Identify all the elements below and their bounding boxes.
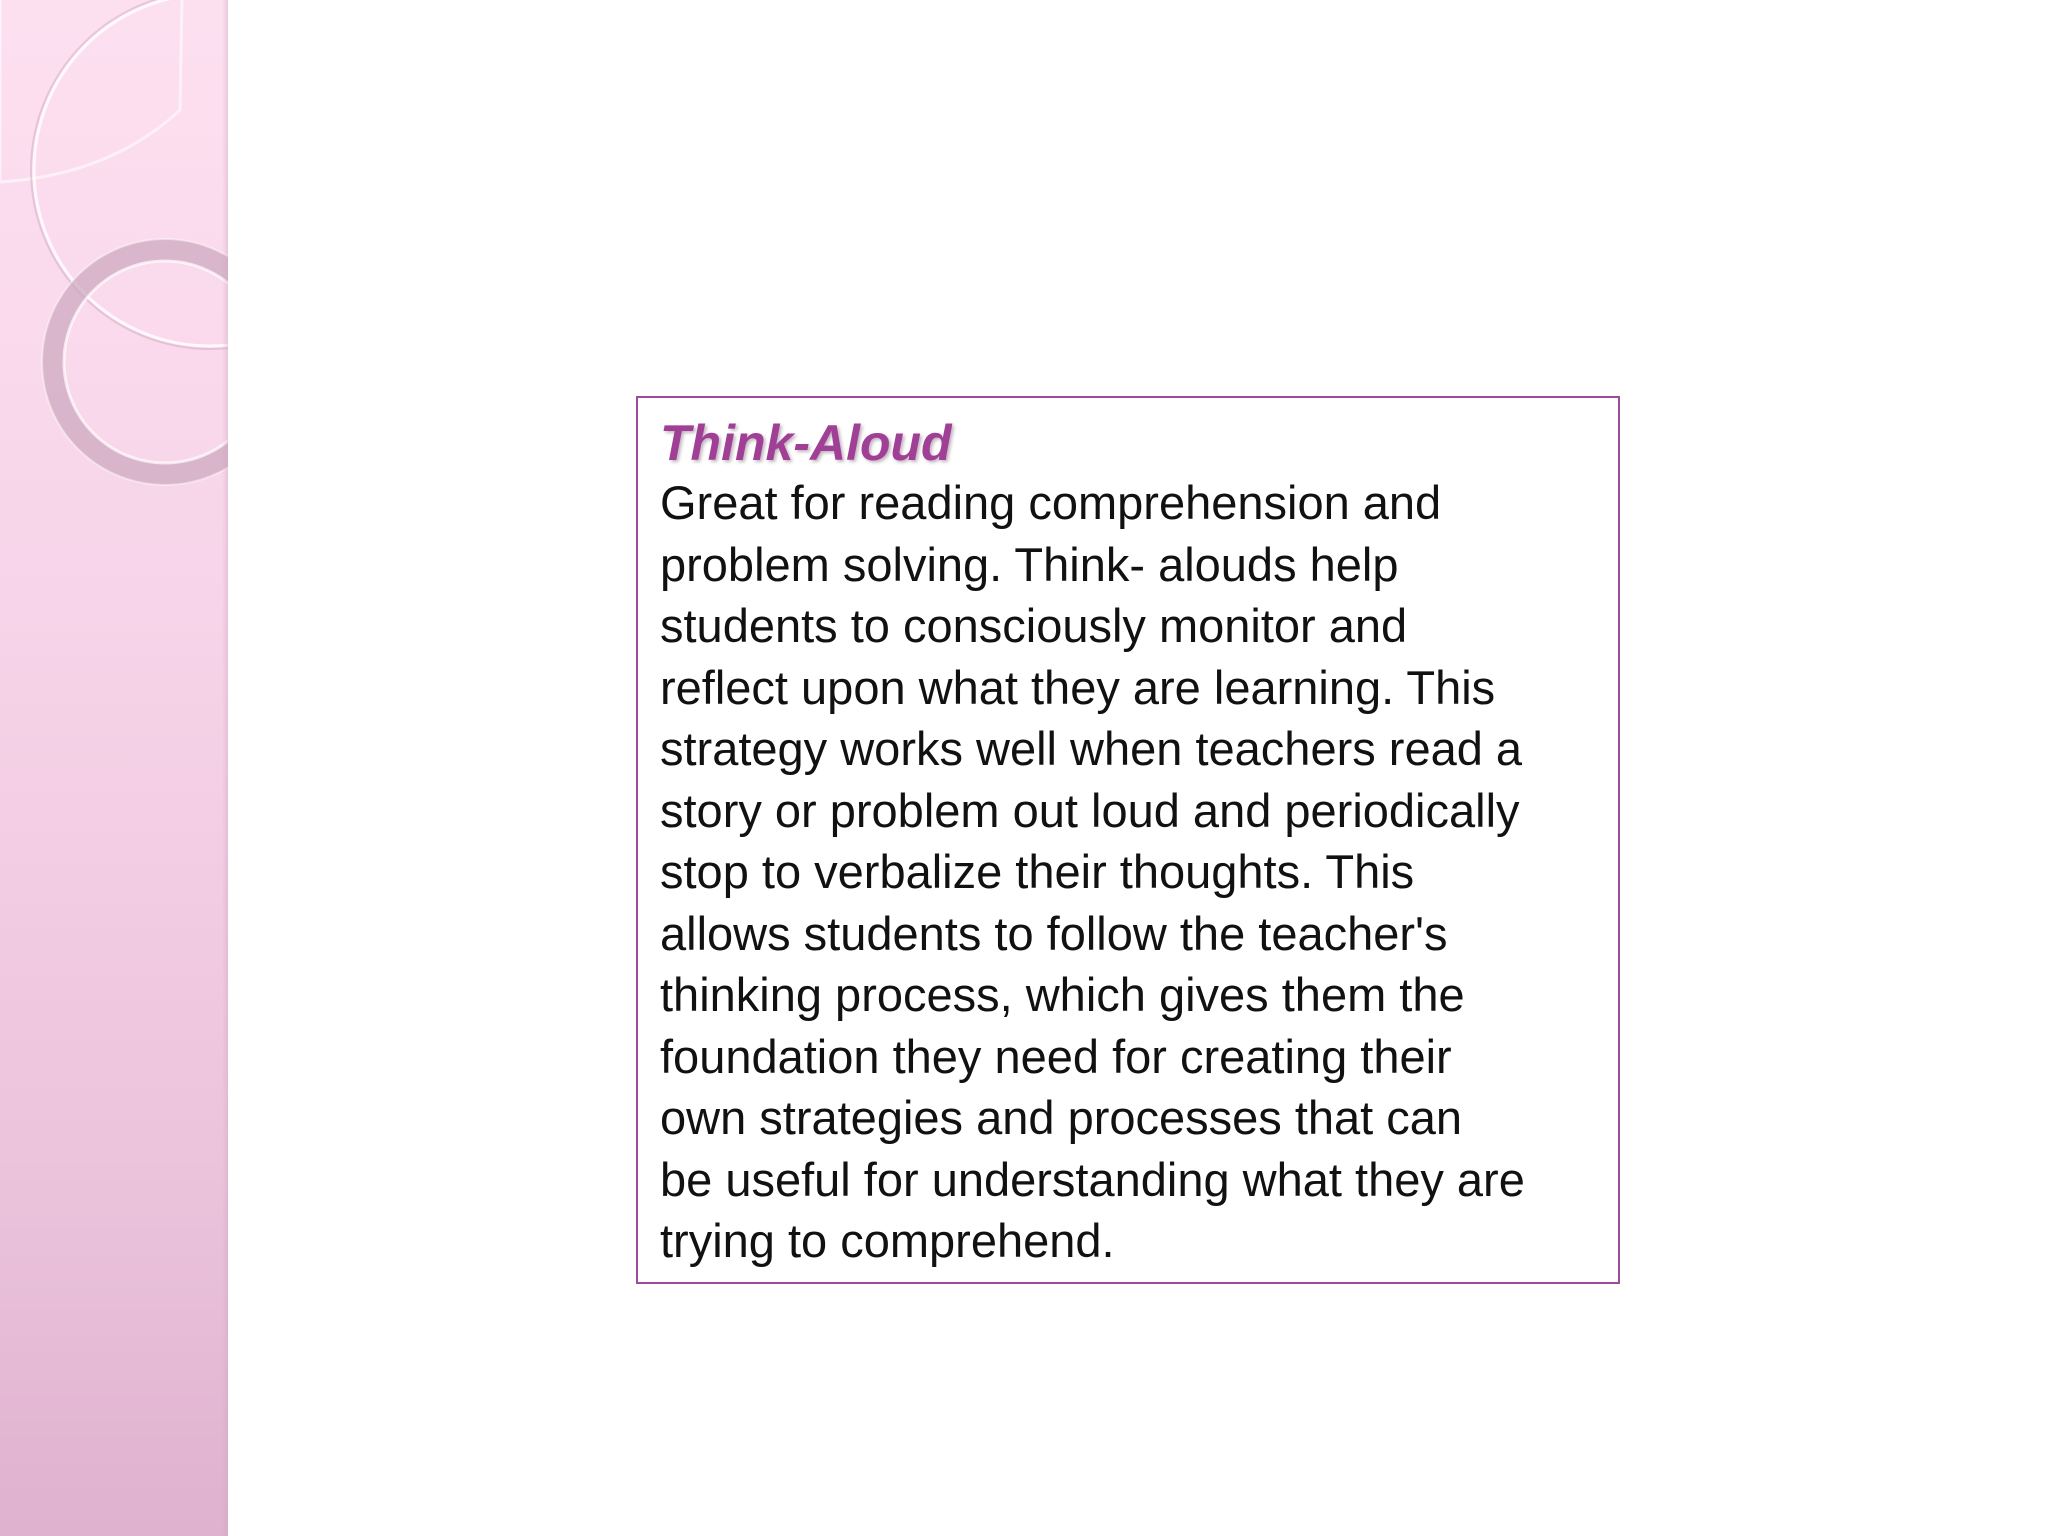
body-line: problem solving. Think- alouds help <box>660 537 1399 591</box>
body-line: be useful for understanding what they are <box>660 1152 1525 1206</box>
decorative-side-band <box>0 0 228 1536</box>
thick-ring <box>53 250 228 474</box>
body-line: students to consciously monitor and <box>660 599 1408 652</box>
body-line: story or problem out loud and periodically <box>660 783 1520 837</box>
body-line: trying to comprehend. <box>660 1214 1115 1267</box>
body-line: Great for reading comprehension and <box>660 476 1442 529</box>
body-line: stop to verbalize their thoughts. This <box>660 845 1415 898</box>
body-line: thinking process, which gives them the <box>660 968 1465 1021</box>
body-line: foundation they need for creating their <box>660 1029 1452 1083</box>
decorative-circles <box>0 0 228 520</box>
body-line: strategy works well when teachers read a <box>660 722 1523 775</box>
body-line: own strategies and processes that can <box>660 1091 1463 1144</box>
body-line: allows students to follow the teacher's <box>660 906 1448 960</box>
box-title: Think-Aloud <box>660 415 952 471</box>
body-line: reflect upon what they are learning. This <box>660 660 1496 714</box>
box-body <box>660 472 1600 1272</box>
text-box <box>636 396 1620 1284</box>
